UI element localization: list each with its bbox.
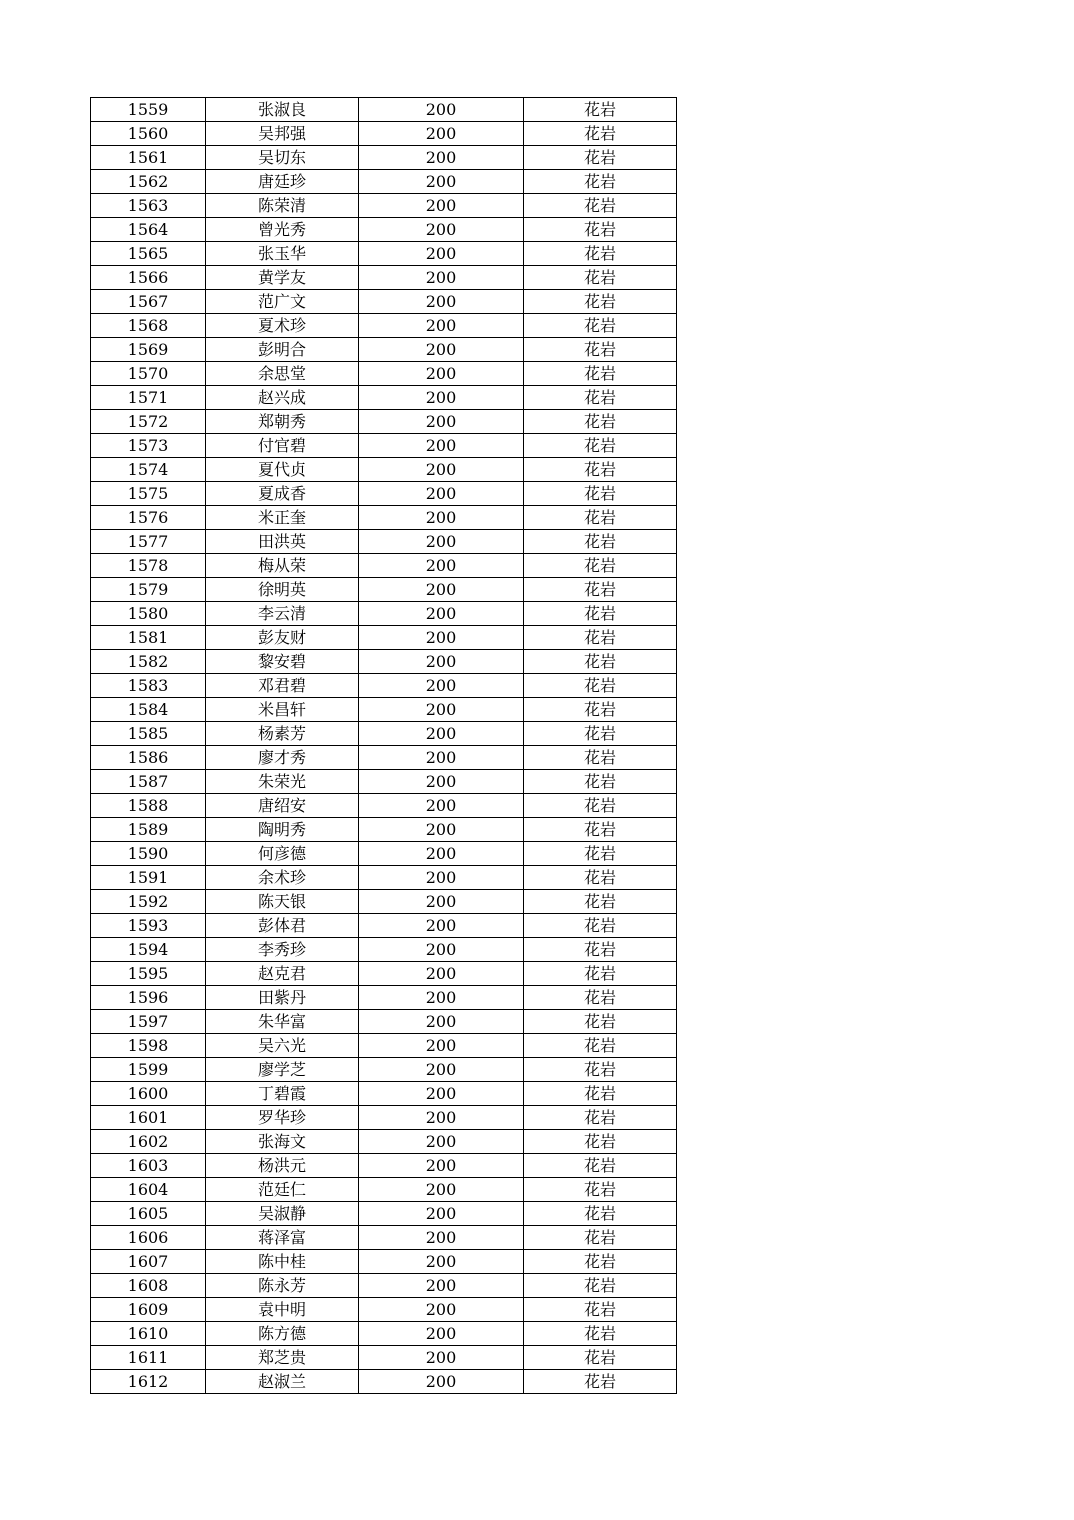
cell-location: 花岩 [524,794,677,818]
cell-amount: 200 [359,842,524,866]
table-row [91,1202,677,1226]
cell-id: 1584 [91,698,206,722]
cell-location: 花岩 [524,266,677,290]
cell-name: 夏代贞 [206,458,359,482]
table-row [91,338,677,362]
cell-location: 花岩 [524,626,677,650]
table-row [91,194,677,218]
cell-amount: 200 [359,818,524,842]
cell-name: 田洪英 [206,530,359,554]
table-row [91,818,677,842]
cell-id: 1612 [91,1370,206,1394]
cell-location: 花岩 [524,938,677,962]
cell-name: 陈荣清 [206,194,359,218]
cell-name: 夏成香 [206,482,359,506]
cell-name: 范廷仁 [206,1178,359,1202]
table-row [91,290,677,314]
cell-id: 1572 [91,410,206,434]
cell-location: 花岩 [524,1082,677,1106]
cell-amount: 200 [359,722,524,746]
table-row [91,170,677,194]
cell-name: 杨素芳 [206,722,359,746]
cell-id: 1606 [91,1226,206,1250]
cell-id: 1590 [91,842,206,866]
table-row [91,458,677,482]
cell-amount: 200 [359,218,524,242]
cell-name: 李秀珍 [206,938,359,962]
cell-name: 范广文 [206,290,359,314]
cell-location: 花岩 [524,674,677,698]
cell-id: 1576 [91,506,206,530]
cell-location: 花岩 [524,314,677,338]
cell-location: 花岩 [524,1130,677,1154]
cell-id: 1579 [91,578,206,602]
cell-id: 1588 [91,794,206,818]
cell-id: 1565 [91,242,206,266]
cell-location: 花岩 [524,1154,677,1178]
cell-location: 花岩 [524,842,677,866]
cell-name: 吴邦强 [206,122,359,146]
cell-id: 1605 [91,1202,206,1226]
cell-name: 吴淑静 [206,1202,359,1226]
table-row [91,1178,677,1202]
cell-name: 曾光秀 [206,218,359,242]
cell-amount: 200 [359,626,524,650]
cell-amount: 200 [359,98,524,122]
table-row [91,1298,677,1322]
cell-location: 花岩 [524,218,677,242]
cell-location: 花岩 [524,818,677,842]
cell-amount: 200 [359,338,524,362]
cell-name: 张玉华 [206,242,359,266]
cell-id: 1604 [91,1178,206,1202]
cell-amount: 200 [359,1226,524,1250]
cell-location: 花岩 [524,1058,677,1082]
cell-name: 李云清 [206,602,359,626]
cell-amount: 200 [359,458,524,482]
cell-amount: 200 [359,1010,524,1034]
cell-location: 花岩 [524,650,677,674]
cell-name: 罗华珍 [206,1106,359,1130]
table-row [91,890,677,914]
table-row [91,386,677,410]
cell-amount: 200 [359,314,524,338]
cell-name: 朱荣光 [206,770,359,794]
cell-amount: 200 [359,1250,524,1274]
cell-name: 丁碧霞 [206,1082,359,1106]
cell-name: 陈永芳 [206,1274,359,1298]
cell-amount: 200 [359,770,524,794]
cell-id: 1595 [91,962,206,986]
table-body [91,98,677,1394]
cell-amount: 200 [359,650,524,674]
cell-location: 花岩 [524,362,677,386]
table-row [91,410,677,434]
cell-id: 1569 [91,338,206,362]
cell-location: 花岩 [524,890,677,914]
cell-name: 蒋泽富 [206,1226,359,1250]
cell-amount: 200 [359,410,524,434]
cell-location: 花岩 [524,770,677,794]
cell-amount: 200 [359,122,524,146]
table-row [91,1034,677,1058]
cell-name: 郑芝贵 [206,1346,359,1370]
cell-amount: 200 [359,1178,524,1202]
cell-id: 1559 [91,98,206,122]
cell-id: 1593 [91,914,206,938]
cell-location: 花岩 [524,434,677,458]
cell-amount: 200 [359,362,524,386]
table-row [91,1154,677,1178]
cell-name: 余思堂 [206,362,359,386]
cell-id: 1585 [91,722,206,746]
cell-id: 1581 [91,626,206,650]
cell-name: 余术珍 [206,866,359,890]
cell-amount: 200 [359,1274,524,1298]
cell-location: 花岩 [524,722,677,746]
cell-location: 花岩 [524,578,677,602]
table-row [91,842,677,866]
table-row [91,770,677,794]
table-row [91,722,677,746]
cell-id: 1611 [91,1346,206,1370]
cell-name: 邓君碧 [206,674,359,698]
cell-name: 唐廷珍 [206,170,359,194]
table-row [91,146,677,170]
cell-name: 朱华富 [206,1010,359,1034]
cell-name: 陈天银 [206,890,359,914]
cell-name: 赵淑兰 [206,1370,359,1394]
table-row [91,122,677,146]
cell-location: 花岩 [524,194,677,218]
table-row [91,1226,677,1250]
cell-amount: 200 [359,194,524,218]
table-row [91,938,677,962]
cell-amount: 200 [359,986,524,1010]
table-row [91,674,677,698]
cell-amount: 200 [359,1058,524,1082]
cell-name: 夏术珍 [206,314,359,338]
table-row [91,794,677,818]
cell-location: 花岩 [524,242,677,266]
cell-location: 花岩 [524,482,677,506]
cell-id: 1567 [91,290,206,314]
cell-amount: 200 [359,1106,524,1130]
cell-location: 花岩 [524,458,677,482]
table-row [91,962,677,986]
table-row [91,650,677,674]
cell-location: 花岩 [524,1274,677,1298]
cell-id: 1564 [91,218,206,242]
cell-location: 花岩 [524,146,677,170]
cell-amount: 200 [359,674,524,698]
cell-name: 黄学友 [206,266,359,290]
cell-amount: 200 [359,962,524,986]
cell-amount: 200 [359,1082,524,1106]
cell-id: 1566 [91,266,206,290]
cell-id: 1610 [91,1322,206,1346]
table-row [91,1346,677,1370]
cell-name: 陶明秀 [206,818,359,842]
cell-id: 1598 [91,1034,206,1058]
table-row [91,1250,677,1274]
cell-id: 1592 [91,890,206,914]
cell-id: 1571 [91,386,206,410]
cell-name: 陈方德 [206,1322,359,1346]
cell-amount: 200 [359,1130,524,1154]
table-row [91,98,677,122]
table-row [91,242,677,266]
table-row [91,530,677,554]
cell-name: 赵克君 [206,962,359,986]
cell-id: 1560 [91,122,206,146]
table-row [91,1370,677,1394]
cell-amount: 200 [359,914,524,938]
cell-name: 彭友财 [206,626,359,650]
cell-location: 花岩 [524,1322,677,1346]
cell-amount: 200 [359,1346,524,1370]
cell-name: 张淑良 [206,98,359,122]
table-row [91,434,677,458]
cell-id: 1601 [91,1106,206,1130]
cell-name: 黎安碧 [206,650,359,674]
cell-location: 花岩 [524,530,677,554]
cell-amount: 200 [359,746,524,770]
cell-location: 花岩 [524,122,677,146]
cell-location: 花岩 [524,1034,677,1058]
cell-id: 1609 [91,1298,206,1322]
cell-location: 花岩 [524,1226,677,1250]
cell-id: 1586 [91,746,206,770]
cell-name: 彭体君 [206,914,359,938]
cell-amount: 200 [359,602,524,626]
cell-id: 1599 [91,1058,206,1082]
table-row [91,602,677,626]
cell-id: 1602 [91,1130,206,1154]
cell-id: 1582 [91,650,206,674]
cell-name: 彭明合 [206,338,359,362]
cell-name: 陈中桂 [206,1250,359,1274]
cell-id: 1568 [91,314,206,338]
cell-amount: 200 [359,266,524,290]
table-row [91,914,677,938]
table-row [91,698,677,722]
cell-name: 唐绍安 [206,794,359,818]
cell-id: 1607 [91,1250,206,1274]
cell-location: 花岩 [524,1178,677,1202]
cell-id: 1562 [91,170,206,194]
cell-name: 袁中明 [206,1298,359,1322]
cell-name: 付官碧 [206,434,359,458]
cell-location: 花岩 [524,986,677,1010]
cell-amount: 200 [359,890,524,914]
table-row [91,1106,677,1130]
cell-id: 1580 [91,602,206,626]
table-row [91,626,677,650]
cell-id: 1561 [91,146,206,170]
cell-amount: 200 [359,698,524,722]
table-row [91,362,677,386]
cell-name: 梅从荣 [206,554,359,578]
cell-amount: 200 [359,1034,524,1058]
cell-name: 吴切东 [206,146,359,170]
table-row [91,218,677,242]
cell-location: 花岩 [524,746,677,770]
cell-location: 花岩 [524,1250,677,1274]
cell-name: 徐明英 [206,578,359,602]
table-row [91,1322,677,1346]
table-row [91,866,677,890]
cell-id: 1574 [91,458,206,482]
cell-location: 花岩 [524,1202,677,1226]
table-row [91,482,677,506]
cell-name: 何彦德 [206,842,359,866]
cell-amount: 200 [359,1298,524,1322]
cell-location: 花岩 [524,1346,677,1370]
cell-amount: 200 [359,242,524,266]
data-table [90,97,677,1394]
cell-location: 花岩 [524,386,677,410]
cell-id: 1570 [91,362,206,386]
cell-location: 花岩 [524,1106,677,1130]
table-row [91,1274,677,1298]
cell-id: 1596 [91,986,206,1010]
cell-location: 花岩 [524,1010,677,1034]
cell-amount: 200 [359,386,524,410]
cell-id: 1600 [91,1082,206,1106]
cell-name: 米昌轩 [206,698,359,722]
cell-location: 花岩 [524,1298,677,1322]
cell-amount: 200 [359,482,524,506]
cell-amount: 200 [359,794,524,818]
table-row [91,506,677,530]
cell-name: 吴六光 [206,1034,359,1058]
cell-id: 1591 [91,866,206,890]
table-row [91,266,677,290]
cell-amount: 200 [359,146,524,170]
cell-id: 1594 [91,938,206,962]
cell-id: 1577 [91,530,206,554]
cell-amount: 200 [359,578,524,602]
cell-amount: 200 [359,170,524,194]
cell-location: 花岩 [524,98,677,122]
table-row [91,1058,677,1082]
cell-name: 张海文 [206,1130,359,1154]
table-row [91,554,677,578]
cell-amount: 200 [359,530,524,554]
cell-location: 花岩 [524,290,677,314]
cell-id: 1603 [91,1154,206,1178]
table-row [91,314,677,338]
cell-id: 1563 [91,194,206,218]
cell-location: 花岩 [524,866,677,890]
cell-amount: 200 [359,866,524,890]
cell-amount: 200 [359,434,524,458]
cell-amount: 200 [359,290,524,314]
cell-name: 赵兴成 [206,386,359,410]
cell-id: 1589 [91,818,206,842]
cell-id: 1587 [91,770,206,794]
cell-name: 米正奎 [206,506,359,530]
cell-amount: 200 [359,506,524,530]
cell-location: 花岩 [524,506,677,530]
cell-location: 花岩 [524,602,677,626]
cell-amount: 200 [359,1322,524,1346]
cell-amount: 200 [359,554,524,578]
table-row [91,1082,677,1106]
table-row [91,746,677,770]
cell-name: 廖学芝 [206,1058,359,1082]
cell-location: 花岩 [524,962,677,986]
cell-id: 1583 [91,674,206,698]
cell-amount: 200 [359,938,524,962]
cell-name: 廖才秀 [206,746,359,770]
cell-id: 1608 [91,1274,206,1298]
cell-amount: 200 [359,1154,524,1178]
cell-location: 花岩 [524,410,677,434]
cell-name: 田紫丹 [206,986,359,1010]
cell-id: 1573 [91,434,206,458]
cell-amount: 200 [359,1202,524,1226]
table-row [91,1010,677,1034]
cell-id: 1578 [91,554,206,578]
cell-name: 郑朝秀 [206,410,359,434]
cell-location: 花岩 [524,554,677,578]
cell-location: 花岩 [524,338,677,362]
cell-id: 1597 [91,1010,206,1034]
cell-location: 花岩 [524,914,677,938]
cell-name: 杨洪元 [206,1154,359,1178]
cell-location: 花岩 [524,698,677,722]
cell-location: 花岩 [524,1370,677,1394]
cell-id: 1575 [91,482,206,506]
table-row [91,1130,677,1154]
table-row [91,986,677,1010]
cell-location: 花岩 [524,170,677,194]
table-row [91,578,677,602]
cell-amount: 200 [359,1370,524,1394]
